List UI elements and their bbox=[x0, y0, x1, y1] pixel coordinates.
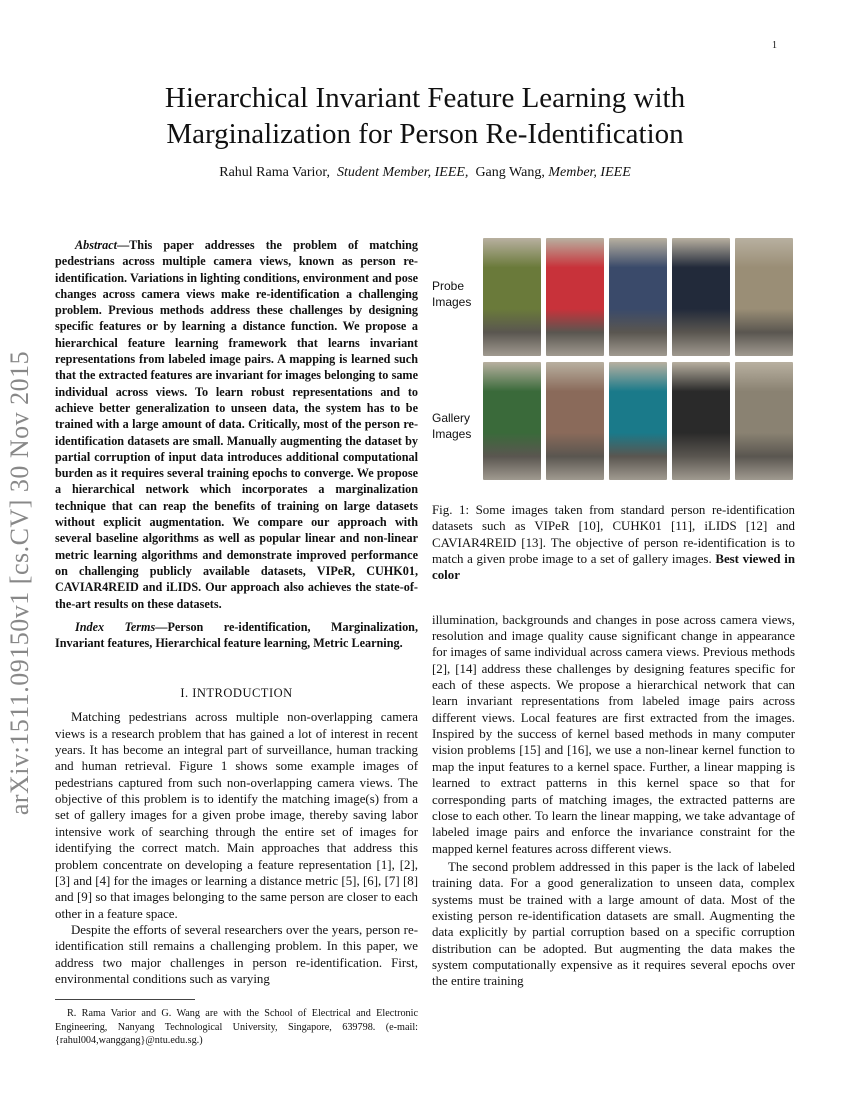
figure-1 bbox=[432, 238, 795, 484]
paragraph: The second problem addressed in this paper is the lack of labeled training data. For a good generalization to unseen data, complex systems must be trained with a large amount of data. Most of the existing person re-identification datasets are small. Augmenting the data explicitly by partial corruption based on a specific corruption distribution can be adopted. But augmenting the data makes the system computationally expensive as it requires several epochs over the entire training bbox=[432, 859, 795, 989]
caption-bold: Best viewed in color bbox=[432, 552, 795, 583]
caption-text: Fig. 1: Some images taken from standard person re-identification datasets such as VIPeR [10], CUHK01 [11], iLIDS [12] and CAVIAR4REID [13]. The objective of person re-identification is to match a given probe image to a set of gallery images. bbox=[432, 503, 795, 567]
index-terms bbox=[55, 619, 418, 652]
figure-caption bbox=[432, 502, 795, 584]
gallery-image bbox=[483, 362, 541, 480]
index-terms-text: —Person re-identification, Marginalization, Invariant features, Hierarchical feature learning, Metric Learning. bbox=[55, 619, 418, 651]
intro-left-column bbox=[55, 709, 418, 987]
gallery-image bbox=[546, 362, 604, 480]
gallery-label: Gallery Images bbox=[432, 411, 472, 441]
authors bbox=[0, 164, 850, 182]
author-role: Student Member, IEEE, bbox=[337, 165, 469, 180]
author-name: Gang Wang, bbox=[475, 165, 545, 180]
paragraph: Matching pedestrians across multiple non-overlapping camera views is a research problem that has gained a lot of interest in recent years. It has become an integral part of surveillance, human tracking and human retrieval. Figure 1 shows some example images of pedestrians captured from such non-overlapping camera views. The objective of this problem is to identify the matching image(s) from a set of gallery images for a given probe image, thereby saving labor intensive work of searching through the entire set of images for identifying the correct match. Main approaches that address this problem concentrate on developing a feature representation [1], [2], [3] and [4] for the images or learning a distance metric [5], [6], [7] [8] and [9] so that images belonging to the same person are closer to each other in a feature space. bbox=[55, 710, 418, 921]
probe-image bbox=[546, 238, 604, 356]
index-terms-label: Index Terms bbox=[75, 619, 156, 634]
arxiv-identifier: arXiv:1511.09150v1 [cs.CV] 30 Nov 2015 bbox=[5, 350, 34, 816]
title-line: Marginalization for Person Re-Identification bbox=[166, 118, 684, 150]
gallery-image bbox=[672, 362, 730, 480]
footnote: R. Rama Varior and G. Wang are with the School of Electrical and Electronic Engineering, Nanyang Technological University, Singapore, 639798. (e-mail: {rahul004,wanggang}@ntu.edu.sg.) bbox=[55, 1008, 418, 1046]
probe-image bbox=[672, 238, 730, 356]
abstract-label: Abstract bbox=[75, 238, 117, 252]
right-column bbox=[432, 238, 795, 990]
probe-image bbox=[735, 238, 793, 356]
abstract-text: —This paper addresses the problem of matching pedestrians across multiple camera views, known as person re-identification. Variations in lighting conditions, environment and pose changes across camera views make re-identification a challenging problem. Previous methods address these challenges by designing specific features or by learning a distance function. We propose a hierarchical feature learning framework that learns invariant representations from labeled image pairs. A mapping is learned such that the extracted features are invariant for images belonging to same individual across views. To learn robust representations and to achieve better generalization to unseen data, the system has to be trained with a large amount of data. Critically, most of the person re-identification datasets are small. Manually augmenting the dataset by partial corruption of input data introduces additional computational burden as it requires several training epochs to converge. We propose a hierarchical network which incorporates a marginalization technique that can reap the benefits of training on large datasets without explicit augmentation. We compare our approach with several baseline algorithms as well as popular linear and non-linear metric learning algorithms and demonstrate improved performance on challenging publicly available datasets, VIPeR, CUHK01, CAVIAR4REID and iLIDS. Our approach also achieves the state-of-the-art results on these datasets. bbox=[55, 238, 418, 611]
probe-image bbox=[609, 238, 667, 356]
probe-label: Probe Images bbox=[432, 279, 472, 309]
title-line: Hierarchical Invariant Feature Learning with bbox=[164, 82, 686, 114]
author-role: Member, IEEE bbox=[548, 165, 631, 180]
paragraph: Despite the efforts of several researchers over the years, person re-identification still remains a challenging problem. In this paper, we address two major challenges in person re-identification. First, environmental conditions such as varying bbox=[55, 922, 418, 986]
intro-right-column bbox=[432, 612, 795, 990]
section-heading: I. INTRODUCTION bbox=[180, 686, 293, 701]
page-number: 1 bbox=[772, 40, 777, 51]
gallery-image bbox=[609, 362, 667, 480]
paper-title bbox=[0, 80, 850, 152]
left-column bbox=[55, 237, 418, 1047]
footnote-rule bbox=[55, 999, 195, 1000]
gallery-image bbox=[735, 362, 793, 480]
probe-image bbox=[483, 238, 541, 356]
footnote-block bbox=[55, 987, 418, 1047]
abstract bbox=[55, 237, 418, 612]
paragraph: illumination, backgrounds and changes in pose across camera views, resolution and image quality cause significant change in appearance for images of same individual across camera views. Previous methods [2], [14] address these challenges by designing features specific for each of these aspects. We propose a hierarchical network that can learn invariant representations from labeled image pairs across different views. Local features are first extracted from the images. Inspired by the success of kernel based methods in many computer vision problems [15] and [16], we use a non-linear kernel function to map the input features to a kernel space. Further, a linear mapping is learned to extract patterns in this kernel space so that for corresponding parts of matching images, the extracted patterns are close to each other. To learn the linear mapping, we take advantage of labeled image pairs and enforce the invariance constraint for the mapped kernel features across different views. bbox=[432, 612, 795, 856]
author-name: Rahul Rama Varior, bbox=[219, 165, 331, 180]
